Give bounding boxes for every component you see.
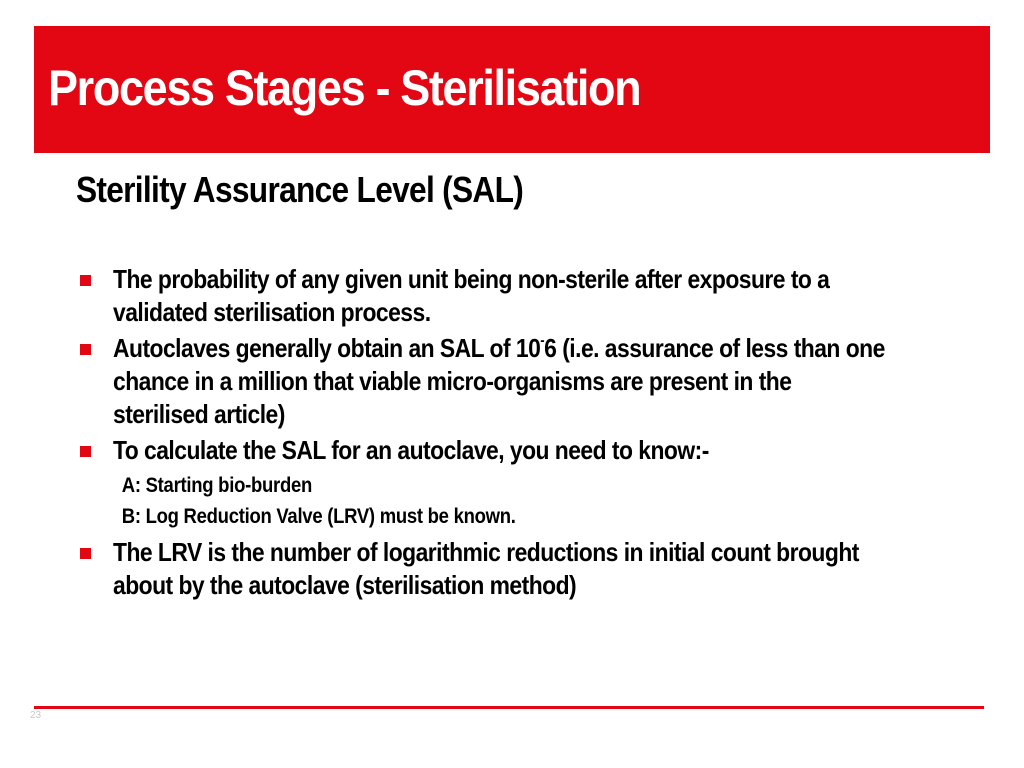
bullet-item <box>76 263 926 329</box>
bullet-text <box>113 332 887 431</box>
bullet-item <box>76 332 926 431</box>
bullet-text-part: 6 (i.e. assurance of less than one chance in a million that viable micro-organisms are present in the sterilised article) <box>113 333 885 429</box>
bullet-text: To calculate the SAL for an autoclave, you need to know:- <box>113 435 709 465</box>
superscript-minus: - <box>540 332 545 349</box>
square-bullet-icon <box>80 344 91 355</box>
slide-title: Process Stages - Sterilisation <box>48 60 641 116</box>
bullet-text: The probability of any given unit being non-sterile after exposure to a validated sterilisation process. <box>113 264 830 327</box>
bullet-item <box>76 536 926 602</box>
sub-item: A: Starting bio-burden <box>121 474 313 497</box>
page-number: 23 <box>30 710 42 721</box>
slide-subtitle: Sterility Assurance Level (SAL) <box>76 169 524 210</box>
square-bullet-icon <box>80 446 91 457</box>
title-bar <box>34 26 990 153</box>
bullet-list <box>76 263 926 605</box>
bullet-text-part: Autoclaves generally obtain an SAL of 10 <box>113 333 541 363</box>
sub-item: B: Log Reduction Valve (LRV) must be known. <box>121 505 516 528</box>
bullet-item <box>76 434 926 467</box>
footer-divider <box>34 706 984 709</box>
sub-list <box>76 470 926 532</box>
square-bullet-icon <box>80 548 91 559</box>
square-bullet-icon <box>80 275 91 286</box>
bullet-text: The LRV is the number of logarithmic reductions in initial count brought about by the autoclave (sterilisation method) <box>113 537 859 600</box>
